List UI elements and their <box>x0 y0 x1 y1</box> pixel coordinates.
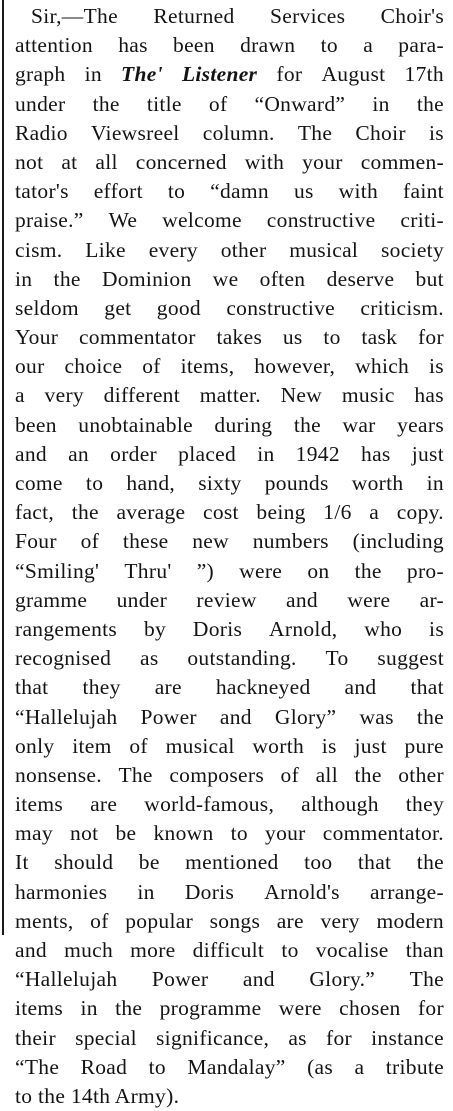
letter-line: rangements by Doris Arnold, who is <box>15 616 444 641</box>
letter-line: gramme under review and were ar- <box>15 587 444 612</box>
letter-line: a very different matter. New music has <box>15 383 444 408</box>
letter-line: “Hallelujah Power and Glory” was the <box>15 704 444 729</box>
letter-line: fact, the average cost being 1/6 a copy. <box>15 500 444 525</box>
letter-line: their special significance, as for instance <box>15 1025 444 1050</box>
letter-line: our choice of items, however, which is <box>15 354 444 379</box>
letter-line: recognised as outstanding. To suggest <box>15 646 444 671</box>
letter-line: and much more difficult to vocalise than <box>15 938 444 962</box>
letter-line: been unobtainable during the war years <box>15 412 444 437</box>
letter-line: seldom get good constructive criticism. <box>15 295 444 320</box>
column-rule <box>2 0 4 935</box>
letter-line: cism. Like every other musical society <box>15 237 444 262</box>
letter-line: in the Dominion we often deserve but <box>15 266 444 291</box>
letter-line: It should be mentioned too that the <box>15 850 444 875</box>
letter-line: “The Road to Mandalay” (as a tribute <box>15 1054 444 1079</box>
letter-line: may not be known to your commentator. <box>15 821 444 846</box>
letter-line: “Hallelujah Power and Glory.” The <box>15 967 444 992</box>
letter-line: praise.” We welcome constructive criti- <box>15 208 444 233</box>
letter-line: Your commentator takes us to task for <box>15 325 444 350</box>
letter-line: graph in The' Listener for August 17th <box>15 62 444 87</box>
letter-line: nonsense. The composers of all the other <box>15 762 444 787</box>
letter-line: come to hand, sixty pounds worth in <box>15 471 444 495</box>
letter-column <box>2 0 444 1108</box>
letter-line: “Smiling' Thru' ”) were on the pro- <box>15 558 444 583</box>
letter-line: only item of musical worth is just pure <box>15 733 444 758</box>
letter-line: to the 14th Army). <box>15 1083 180 1108</box>
letter-line: that they are hackneyed and that <box>15 675 444 700</box>
letter-line: attention has been drawn to a para- <box>15 33 444 58</box>
letter-line: under the title of “Onward” in the <box>15 91 444 116</box>
letter-line: harmonies in Doris Arnold's arrange- <box>15 879 444 904</box>
letter-body <box>15 2 444 1111</box>
letter-line: not at all concerned with your commen- <box>15 149 444 174</box>
letter-line: items in the programme were chosen for <box>15 996 444 1021</box>
letter-line: items are world-famous, although they <box>15 792 444 817</box>
letter-line: Sir,—The Returned Services Choir's <box>31 4 444 28</box>
letter-line: Four of these new numbers (including <box>15 529 444 554</box>
letter-line: and an order placed in 1942 has just <box>15 441 444 466</box>
letter-line: Radio Viewsreel column. The Choir is <box>15 120 444 145</box>
letter-line: ments, of popular songs are very modern <box>15 908 444 933</box>
letter-line: tator's effort to “damn us with faint <box>15 179 444 204</box>
